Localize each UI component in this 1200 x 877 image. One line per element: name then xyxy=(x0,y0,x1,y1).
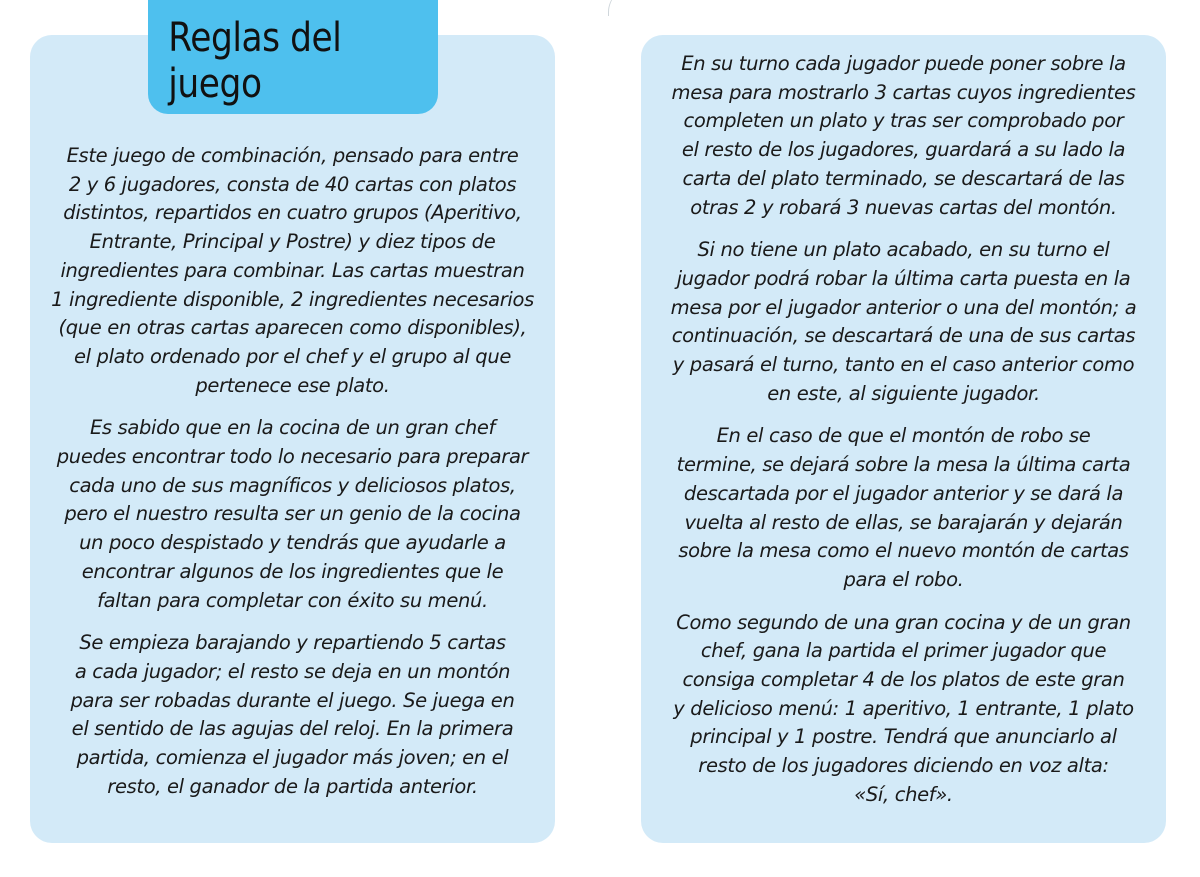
paragraph-setup: Se empieza barajando y repartiendo 5 cartas a cada jugador; el resto se deja en un montón para ser robadas durante el juego. Se juega en el sentido de las agujas del reloj. En la primera partida, comienza el jugador más joven; en el resto, el ganador de la partida anterior. xyxy=(70,631,515,798)
paragraph-winning: Como segundo de una gran cocina y de un gran chef, gana la partida el primer jugador que consiga completar 4 de los platos de este gran y delicioso menú: 1 aperitivo, 1 entrante, 1 plato principal y 1 postre. Tendrá que anunciarlo al resto de los jugadores diciendo en voz alta: «Sí, chef». xyxy=(673,610,1134,806)
page-title: Reglas del juego xyxy=(168,15,342,107)
rules-card-right xyxy=(641,35,1166,843)
paragraph-deck-end: En el caso de que el montón de robo se termine, se dejará sobre la mesa la última carta descartada por el jugador anterior y se dará la vuelta al resto de ellas, se barajarán y dejarán sobre la mesa como el nuevo montón de cartas para el robo. xyxy=(676,424,1131,591)
rules-card-left xyxy=(30,35,555,843)
right-text-block xyxy=(641,50,1166,824)
title-tab xyxy=(148,0,438,114)
paragraph-turn: En su turno cada jugador puede poner sobre la mesa para mostrarlo 3 cartas cuyos ingredientes completen un plato y tras ser comprobado por el resto de los jugadores, guardará a su lado la carta del plato terminado, se descartará de las otras 2 y robará 3 nuevas cartas del montón. xyxy=(671,52,1136,219)
left-text-block xyxy=(30,142,555,815)
paragraph-no-dish: Si no tiene un plato acabado, en su turno el jugador podrá robar la última carta puesta en la mesa por el jugador anterior o una del montón; a continuación, se descartará de una de sus cartas y pasará el turno, tanto en el caso anterior como en este, al siguiente jugador. xyxy=(670,238,1137,405)
page-fold-mark xyxy=(608,0,637,16)
paragraph-chef-story: Es sabido que en la cocina de un gran chef puedes encontrar todo lo necesario para preparar cada uno de sus magníficos y deliciosos platos, pero el nuestro resulta ser un genio de la cocina un poco despistado y tendrás que ayudarle a encontrar algunos de los ingredientes que le faltan para completar con éxito su menú. xyxy=(56,416,529,612)
paragraph-intro: Este juego de combinación, pensado para entre 2 y 6 jugadores, consta de 40 cartas con platos distintos, repartidos en cuatro grupos (Aperitivo, Entrante, Principal y Postre) y diez tipos de ingredientes para combinar. Las cartas muestran 1 ingrediente disponible, 2 ingredientes necesarios (que en otras cartas aparecen como disponibles), el plato ordenado por el chef y el grupo al que pertenece ese plato. xyxy=(51,144,534,397)
